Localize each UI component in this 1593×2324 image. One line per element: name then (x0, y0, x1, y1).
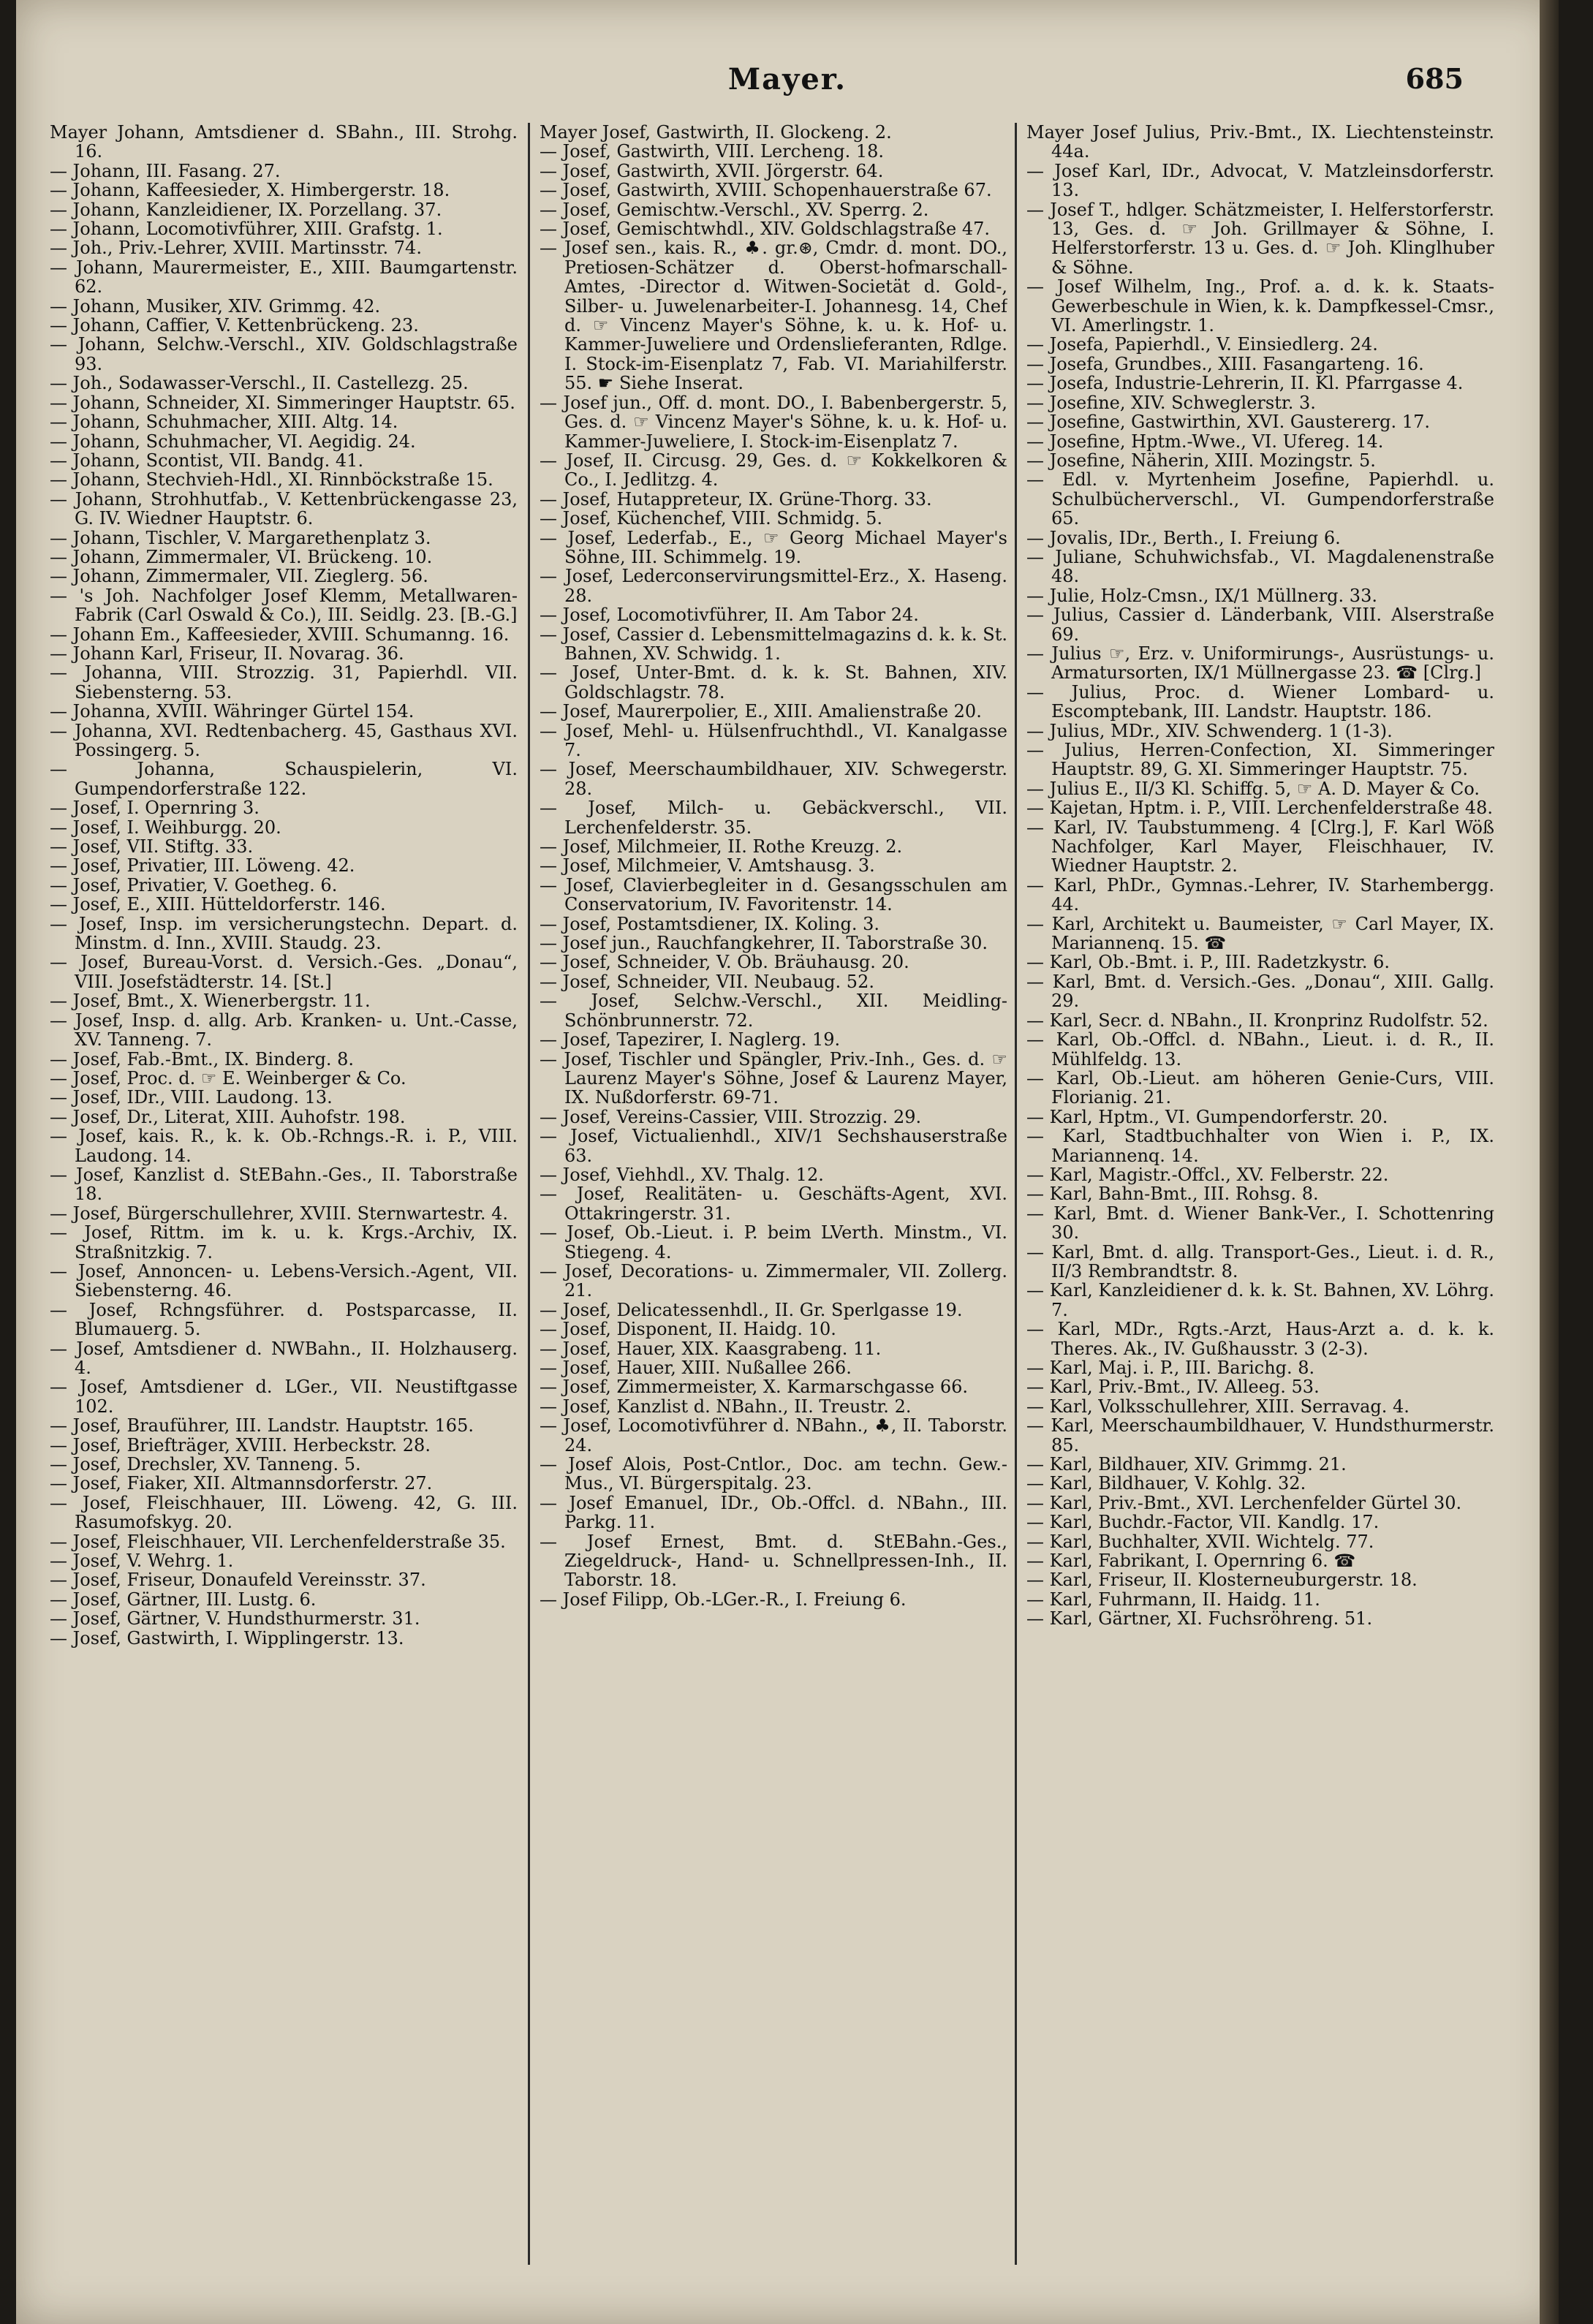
directory-entry: — Johann, Maurermeister, E., XIII. Baumgartenstr. 62. (50, 257, 518, 298)
directory-entry: — Johann, Strohhutfab., V. Kettenbrückengasse 23, G. IV. Wiedner Hauptstr. 6. (50, 488, 518, 529)
directory-entry: — Johanna, Schauspielerin, VI. Gumpendorferstraße 122. (50, 759, 518, 799)
directory-entry: — Johann, III. Fasang. 27. (50, 160, 281, 181)
directory-entry: — Johann, Kanzleidiener, IX. Porzellang. 37. (50, 199, 442, 220)
directory-entry: — Karl, Bildhauer, V. Kohlg. 32. (1026, 1473, 1306, 1494)
directory-entry: — Johann, Locomotivführer, XIII. Grafstg. 1. (50, 219, 443, 240)
directory-entry: — Josef, Gärtner, III. Lustg. 6. (50, 1589, 317, 1610)
directory-entry: — Johann, Stechvieh-Hdl., XI. Rinnböckstraße 15. (50, 469, 493, 491)
directory-entry: — Josef, Brauführer, III. Landstr. Hauptstr. 165. (50, 1415, 474, 1437)
directory-entry: — Karl, Hptm., VI. Gumpendorferstr. 20. (1026, 1106, 1388, 1127)
directory-entry: — Josefine, Näherin, XIII. Mozingstr. 5. (1026, 450, 1376, 471)
directory-entry: — Josef, Fleischhauer, III. Löweng. 42, G. III. Rasumofskyg. 20. (50, 1492, 518, 1533)
directory-entry: — Karl, Gärtner, XI. Fuchsröhreng. 51. (1026, 1608, 1373, 1630)
directory-entry: — Josef, Schneider, VII. Neubaug. 52. (540, 971, 874, 992)
directory-entry: — Josef, Unter-Bmt. d. k. k. St. Bahnen, XIV. Goldschlagstr. 78. (540, 662, 1007, 703)
directory-entry: — Karl, Magistr.-Offcl., XV. Felberstr. 22. (1026, 1164, 1389, 1185)
directory-entry: — Josef, Hauer, XIII. Nußallee 266. (540, 1358, 852, 1378)
directory-entry: Mayer Johann, Amtsdiener d. SBahn., III. Strohg. 16. (50, 123, 518, 162)
directory-entry: — Karl, Priv.-Bmt., IV. Alleeg. 53. (1026, 1377, 1320, 1398)
directory-entry: — Josef, Viehhdl., XV. Thalg. 12. (540, 1164, 824, 1185)
directory-entry: — Josef, Gemischtwhdl., XIV. Goldschlagstraße 47. (540, 219, 991, 240)
directory-entry: — Josef, kais. R., k. k. Ob.-Rchngs.-R. i. P., VIII. Laudong. 14. (50, 1126, 518, 1166)
directory-entry: — Josef, Gastwirth, I. Wipplingerstr. 13. (50, 1627, 404, 1649)
running-head: Mayer. (727, 62, 847, 96)
directory-entry: — Josef, Gärtner, V. Hundsthurmerstr. 31. (50, 1608, 420, 1630)
directory-entry: — Karl, Fabrikant, I. Opernring 6. ☎ (1026, 1551, 1356, 1572)
directory-entry: — Josefa, Industrie-Lehrerin, II. Kl. Pfarrgasse 4. (1026, 373, 1464, 394)
directory-entry: — Julius, Herren-Confection, XI. Simmeringer Hauptstr. 89, G. XI. Simmeringer Hauptstr. 75. (1026, 740, 1494, 780)
directory-entry: — Josef, Privatier, III. Löweng. 42. (50, 855, 355, 877)
directory-entry: — Josef, Kanzlist d. StEBahn.-Ges., II. Taborstraße 18. (50, 1164, 518, 1205)
directory-entry: — Karl, Bahn-Bmt., III. Rohsg. 8. (1026, 1184, 1319, 1205)
directory-entry: — Johanna, XVIII. Währinger Gürtel 154. (50, 701, 415, 722)
directory-entry: — Karl, Bmt. d. allg. Transport-Ges., Lieut. i. d. R., II/3 Rembrandtstr. 8. (1026, 1241, 1494, 1282)
directory-entry: — Johann, Musiker, XIV. Grimmg. 42. (50, 295, 381, 317)
directory-entry: — Karl, Ob.-Lieut. am höheren Genie-Curs, VIII. Florianig. 21. (1026, 1067, 1494, 1108)
directory-entry: — Johann, Caffier, V. Kettenbrückeng. 23. (50, 315, 419, 336)
directory-entry: — Josef, Maurerpolier, E., XIII. Amalienstraße 20. (540, 701, 982, 722)
directory-entry: — Josef, Bureau-Vorst. d. Versich.-Ges. „Donau“, VIII. Josefstädterstr. 14. [St.] (50, 952, 518, 992)
directory-column-2 (540, 123, 1007, 2287)
directory-entry: — Josef, Amtsdiener d. LGer., VII. Neustiftgasse 102. (50, 1377, 518, 1417)
directory-entry: — Josef Alois, Post-Cntlor., Doc. am techn. Gew.-Mus., VI. Bürgerspitalg. 23. (540, 1454, 1007, 1494)
directory-entry: — Karl, Stadtbuchhalter von Wien i. P., IX. Mariannenq. 14. (1026, 1126, 1494, 1166)
directory-entry: — Karl, Bildhauer, XIV. Grimmg. 21. (1026, 1454, 1347, 1475)
directory-entry: — Karl, Volksschullehrer, XIII. Serravag. 4. (1026, 1396, 1410, 1417)
directory-entry: — Josef, Vereins-Cassier, VIII. Strozzig. 29. (540, 1106, 922, 1127)
directory-entry: — Josef, Locomotivführer d. NBahn., ♣, II. Taborstr. 24. (540, 1415, 1007, 1456)
directory-entry: — Josef, Gemischtw.-Verschl., XV. Sperrg. 2. (540, 199, 929, 220)
directory-entry: — Karl, Meerschaumbildhauer, V. Hundsthurmerstr. 85. (1026, 1415, 1494, 1456)
directory-entry: — Karl, Buchdr.-Factor, VII. Kandlg. 17. (1026, 1512, 1380, 1533)
directory-entry: — Josef, Bmt., X. Wienerbergstr. 11. (50, 991, 371, 1012)
directory-entry: — Juliane, Schuhwichsfab., VI. Magdalenenstraße 48. (1026, 546, 1494, 587)
column-divider (1015, 123, 1017, 2265)
directory-entry: — Josef, Fleischhauer, VII. Lerchenfelderstraße 35. (50, 1531, 506, 1552)
directory-entry: — Josefine, Gastwirthin, XVI. Gaustererg. 17. (1026, 412, 1430, 433)
directory-entry: — Josef, Tapezirer, I. Naglerg. 19. (540, 1029, 841, 1051)
directory-entry: Mayer Josef, Gastwirth, II. Glockeng. 2. (540, 123, 892, 143)
directory-entry: — Josef, Milchmeier, II. Rothe Kreuzg. 2. (540, 836, 903, 858)
directory-entry: — Josef, V. Wehrg. 1. (50, 1551, 234, 1572)
directory-entry: — Josef jun., Rauchfangkehrer, II. Taborstraße 30. (540, 933, 988, 954)
directory-entry: — Johanna, XVI. Redtenbacherg. 45, Gasthaus XVI. Possingerg. 5. (50, 720, 518, 760)
directory-entry: — Josef, Drechsler, XV. Tanneng. 5. (50, 1454, 361, 1475)
directory-entry: — Julius, MDr., XIV. Schwenderg. 1 (1-3). (1026, 720, 1393, 741)
directory-entry: — Josef, Briefträger, XVIII. Herbeckstr. 28. (50, 1434, 431, 1456)
directory-entry: — Karl, Buchhalter, XVII. Wichtelg. 77. (1026, 1531, 1374, 1552)
directory-entry: — Josefine, XIV. Schweglerstr. 3. (1026, 392, 1316, 413)
directory-entry: — Joh., Priv.-Lehrer, XVIII. Martinsstr. 74. (50, 238, 422, 259)
directory-entry: — Josef, Ob.-Lieut. i. P. beim LVerth. Minstm., VI. Stiegeng. 4. (540, 1222, 1007, 1263)
directory-entry: — Johann, Schuhmacher, XIII. Altg. 14. (50, 412, 398, 433)
directory-entry: — Karl, Ob.-Bmt. i. P., III. Radetzkystr. 6. (1026, 952, 1390, 973)
directory-entry: — Josef, Mehl- u. Hülsenfruchthdl., VI. Kanalgasse 7. (540, 720, 1007, 760)
directory-entry: — Josef, Realitäten- u. Geschäfts-Agent, XVI. Ottakringerstr. 31. (540, 1184, 1007, 1224)
directory-entry: — Josef, Delicatessenhdl., II. Gr. Sperlgasse 19. (540, 1299, 963, 1320)
directory-entry: — Josef, I. Opernring 3. (50, 798, 260, 819)
directory-entry: — Karl, Ob.-Offcl. d. NBahn., Lieut. i. d. R., II. Mühlfeldg. 13. (1026, 1029, 1494, 1070)
directory-entry: — Josefa, Papierhdl., V. Einsiedlerg. 24. (1026, 334, 1378, 355)
directory-entry: — Julie, Holz-Cmsn., IX/1 Müllnerg. 33. (1026, 585, 1377, 606)
directory-column-3 (1026, 123, 1494, 2287)
directory-entry: — Julius, Proc. d. Wiener Lombard- u. Escomptebank, III. Landstr. Hauptstr. 186. (1026, 681, 1494, 722)
directory-entry: — Karl, Friseur, II. Klosterneuburgerstr. 18. (1026, 1570, 1418, 1591)
directory-entry: — Josef Filipp, Ob.-LGer.-R., I. Freiung 6. (540, 1589, 907, 1610)
directory-entry: — Karl, Secr. d. NBahn., II. Kronprinz Rudolfstr. 52. (1026, 1010, 1488, 1031)
page-header (16, 62, 1559, 113)
directory-entry: — Josef, Dr., Literat, XIII. Auhofstr. 198. (50, 1106, 406, 1127)
directory-entry: — Josef, Annoncen- u. Lebens-Versich.-Agent, VII. Siebensterng. 46. (50, 1260, 518, 1301)
directory-entry: — Josef, Friseur, Donaufeld Vereinsstr. 37. (50, 1570, 426, 1591)
directory-entry: — Josef, Proc. d. ☞ E. Weinberger & Co. (50, 1067, 406, 1089)
directory-entry: — Johann, Zimmermaler, VI. Brückeng. 10. (50, 546, 433, 567)
directory-entry: — Josef, Cassier d. Lebensmittelmagazins d. k. k. St. Bahnen, XV. Schwidg. 1. (540, 624, 1007, 664)
directory-entry: — Josefine, Hptm.-Wwe., VI. Ufereg. 14. (1026, 431, 1384, 452)
directory-entry: — Josef, Tischler und Spängler, Priv.-Inh., Ges. d. ☞ Laurenz Mayer's Söhne, Josef & Laurenz Mayer, IX. Nußdorferstr. 69-71. (540, 1048, 1007, 1108)
directory-entry: — Josef, Rchngsführer. d. Postsparcasse, II. Blumauerg. 5. (50, 1299, 518, 1340)
directory-entry: — Josef T., hdlger. Schätzmeister, I. Helferstorferstr. 13, Ges. d. ☞ Joh. Grillmayer & Söhne, I. Helferstorferstr. 13 u. Ges. d. ☞ Joh. Klinglhuber & Söhne. (1026, 199, 1494, 278)
directory-entry: — Josef, Disponent, II. Haidg. 10. (540, 1319, 836, 1340)
directory-entry: Mayer Josef Julius, Priv.-Bmt., IX. Liechtensteinstr. 44a. (1026, 123, 1494, 162)
directory-entry: — Josefa, Grundbes., XIII. Fasangarteng. 16. (1026, 353, 1424, 374)
directory-entry: — Josef, Milchmeier, V. Amtshausg. 3. (540, 855, 875, 877)
directory-entry: — Johann, Zimmermaler, VII. Zieglerg. 56. (50, 566, 428, 587)
directory-entry: — Josef, Gastwirth, VIII. Lercheng. 18. (540, 141, 884, 162)
directory-entry: — Johann, Scontist, VII. Bandg. 41. (50, 450, 364, 471)
directory-entry: — Johann Karl, Friseur, II. Novarag. 36. (50, 643, 404, 664)
directory-entry: — Karl, MDr., Rgts.-Arzt, Haus-Arzt a. d. k. k. Theres. Ak., IV. Gußhausstr. 3 (2-3). (1026, 1319, 1494, 1359)
directory-entry: — Karl, Priv.-Bmt., XVI. Lerchenfelder Gürtel 30. (1026, 1492, 1462, 1513)
directory-entry: — Josef, Locomotivführer, II. Am Tabor 24. (540, 605, 919, 626)
directory-page (16, 0, 1559, 2324)
directory-entry: — Joh., Sodawasser-Verschl., II. Castellezg. 25. (50, 373, 469, 394)
directory-entry: — Josef, Fab.-Bmt., IX. Binderg. 8. (50, 1048, 355, 1070)
directory-entry: — Karl, Architekt u. Baumeister, ☞ Carl Mayer, IX. Mariannenq. 15. ☎ (1026, 913, 1494, 954)
directory-entry: — Josef, Lederfab., E., ☞ Georg Michael Mayer's Söhne, III. Schimmelg. 19. (540, 527, 1007, 567)
directory-entry: — 's Joh. Nachfolger Josef Klemm, Metallwaren-Fabrik (Carl Oswald & Co.), III. Seidlg. 23. [B.-G.] (50, 585, 518, 626)
directory-entry: — Karl, IV. Taubstummeng. 4 [Clrg.], F. Karl Wöß Nachfolger, Karl Mayer, Fleischhauer, IV. Wiedner Hauptstr. 2. (1026, 817, 1494, 877)
directory-entry: — Josef, Amtsdiener d. NWBahn., II. Holzhauserg. 4. (50, 1338, 518, 1378)
directory-column-1 (50, 123, 518, 2287)
directory-entry: — Josef, Insp. d. allg. Arb. Kranken- u. Unt.-Casse, XV. Tanneng. 7. (50, 1010, 518, 1051)
directory-entry: — Julius, Cassier d. Länderbank, VIII. Alserstraße 69. (1026, 605, 1494, 645)
directory-entry: — Julius E., II/3 Kl. Schiffg. 5, ☞ A. D. Mayer & Co. (1026, 778, 1480, 799)
directory-entry: — Josef, Zimmermeister, X. Karmarschgasse 66. (540, 1377, 969, 1398)
page-number: 685 (1405, 62, 1464, 95)
directory-entry: — Josef, I. Weihburgg. 20. (50, 817, 281, 838)
directory-entry: — Johann, Tischler, V. Margarethenplatz 3. (50, 527, 431, 548)
directory-entry: — Josef, Küchenchef, VIII. Schmidg. 5. (540, 508, 882, 529)
directory-entry: — Karl, Maj. i. P., III. Barichg. 8. (1026, 1358, 1315, 1378)
directory-entry: — Josef, Lederconservirungsmittel-Erz., X. Haseng. 28. (540, 566, 1007, 606)
directory-entry: — Josef Ernest, Bmt. d. StEBahn.-Ges., Ziegeldruck-, Hand- u. Schnellpressen-Inh., II. Taborstr. 18. (540, 1531, 1007, 1591)
directory-entry: — Josef, II. Circusg. 29, Ges. d. ☞ Kokkelkoren & Co., I. Jedlitzg. 4. (540, 450, 1007, 491)
directory-entry: — Josef, Hauer, XIX. Kaasgrabeng. 11. (540, 1338, 882, 1359)
directory-entry: — Josef, Hutappreteur, IX. Grüne-Thorg. 33. (540, 488, 932, 510)
directory-entry: — Johann Em., Kaffeesieder, XVIII. Schumanng. 16. (50, 624, 510, 645)
book-binding-edge (1540, 0, 1559, 2324)
directory-entry: — Karl, PhDr., Gymnas.-Lehrer, IV. Starhembergg. 44. (1026, 874, 1494, 915)
directory-entry: — Julius ☞, Erz. v. Uniformirungs-, Ausrüstungs- u. Armatursorten, IX/1 Müllnergasse 23. ☎ [Clrg.] (1026, 643, 1494, 684)
directory-entry: — Josef, Victualienhdl., XIV/1 Sechshauserstraße 63. (540, 1126, 1007, 1166)
directory-entry: — Josef, Bürgerschullehrer, XVIII. Sternwartestr. 4. (50, 1203, 509, 1224)
directory-entry: — Josef, Decorations- u. Zimmermaler, VII. Zollerg. 21. (540, 1260, 1007, 1301)
directory-entry: — Josef, Postamtsdiener, IX. Koling. 3. (540, 913, 879, 934)
directory-entry: — Josef, Schneider, V. Ob. Bräuhausg. 20. (540, 952, 909, 973)
directory-entry: — Josef, Selchw.-Verschl., XII. Meidling-Schönbrunnerstr. 72. (540, 991, 1007, 1031)
directory-entry: — Josef, IDr., VIII. Laudong. 13. (50, 1087, 333, 1108)
directory-entry: — Johann, Kaffeesieder, X. Himbergerstr. 18. (50, 180, 450, 201)
directory-entry: — Josef, Gastwirth, XVII. Jörgerstr. 64. (540, 160, 884, 181)
directory-entry: — Karl, Kanzleidiener d. k. k. St. Bahnen, XV. Löhrg. 7. (1026, 1280, 1494, 1320)
directory-entry: — Josef, E., XIII. Hütteldorferstr. 146. (50, 894, 386, 915)
directory-entry: — Kajetan, Hptm. i. P., VIII. Lerchenfelderstraße 48. (1026, 798, 1494, 819)
column-divider (528, 123, 530, 2265)
directory-entry: — Johann, Selchw.-Verschl., XIV. Goldschlagstraße 93. (50, 334, 518, 374)
directory-entry: — Johann, Schuhmacher, VI. Aegidig. 24. (50, 431, 416, 452)
directory-entry: — Josef, Rittm. im k. u. k. Krgs.-Archiv, IX. Straßnitzkig. 7. (50, 1222, 518, 1263)
directory-entry: — Josef, Kanzlist d. NBahn., II. Treustr. 2. (540, 1396, 912, 1417)
directory-entry: — Karl, Bmt. d. Wiener Bank-Ver., I. Schottenring 30. (1026, 1203, 1494, 1244)
directory-entry: — Karl, Bmt. d. Versich.-Ges. „Donau“, XIII. Gallg. 29. (1026, 971, 1494, 1012)
directory-entry: — Josef sen., kais. R., ♣. gr.⊛, Cmdr. d. mont. DO., Pretiosen-Schätzer d. Oberst-hofmarschall-Amtes, -Director d. Witwen-Societät d. Gold-, Silber- u. Juwelenarbeiter-I. Johannesg. 14, Chef d. ☞ Vincenz Mayer's Söhne, k. u. k. Hof- u. Kammer-Juweliere und Ordenslieferanten, Rdlge. I. Stock-im-Eisenplatz 7, Fab. VI. Mariahilferstr. 55. ☛ Siehe Inserat. (540, 238, 1007, 394)
directory-entry: — Karl, Fuhrmann, II. Haidg. 11. (1026, 1589, 1320, 1610)
directory-entry: — Jovalis, IDr., Berth., I. Freiung 6. (1026, 527, 1341, 548)
directory-entry: — Josef Karl, IDr., Advocat, V. Matzleinsdorferstr. 13. (1026, 160, 1494, 201)
directory-entry: — Josef, Clavierbegleiter in d. Gesangsschulen am Conservatorium, IV. Favoritenstr. 14. (540, 874, 1007, 915)
directory-entry: — Josef, Milch- u. Gebäckverschl., VII. Lerchenfelderstr. 35. (540, 798, 1007, 838)
directory-entry: — Josef jun., Off. d. mont. DO., I. Babenbergerstr. 5, Ges. d. ☞ Vincenz Mayer's Söhne, k. u. k. Hof- u. Kammer-Juweliere, I. Stock-im-Eisenplatz 7. (540, 392, 1007, 452)
directory-entry: — Josef, Fiaker, XII. Altmannsdorferstr. 27. (50, 1473, 433, 1494)
directory-entry: — Josef, VII. Stiftg. 33. (50, 836, 254, 858)
directory-entry: — Johann, Schneider, XI. Simmeringer Hauptstr. 65. (50, 392, 515, 413)
directory-entry: — Josef Wilhelm, Ing., Prof. a. d. k. k. Staats-Gewerbeschule in Wien, k. k. Dampfkessel-Cmsr., VI. Amerlingstr. 1. (1026, 276, 1494, 336)
directory-entry: — Josef, Insp. im versicherungstechn. Depart. d. Minstm. d. Inn., XVIII. Staudg. 23. (50, 913, 518, 954)
directory-entry: — Josef, Privatier, V. Goetheg. 6. (50, 874, 338, 896)
directory-entry: — Josef, Gastwirth, XVIII. Schopenhauerstraße 67. (540, 180, 992, 201)
directory-entry: — Josef, Meerschaumbildhauer, XIV. Schwegerstr. 28. (540, 759, 1007, 799)
directory-entry: — Edl. v. Myrtenheim Josefine, Papierhdl. u. Schulbücherverschl., VI. Gumpendorferstraße 65. (1026, 469, 1494, 529)
directory-entry: — Josef Emanuel, IDr., Ob.-Offcl. d. NBahn., III. Parkg. 11. (540, 1492, 1007, 1533)
directory-entry: — Johanna, VIII. Strozzig. 31, Papierhdl. VII. Siebensterng. 53. (50, 662, 518, 703)
